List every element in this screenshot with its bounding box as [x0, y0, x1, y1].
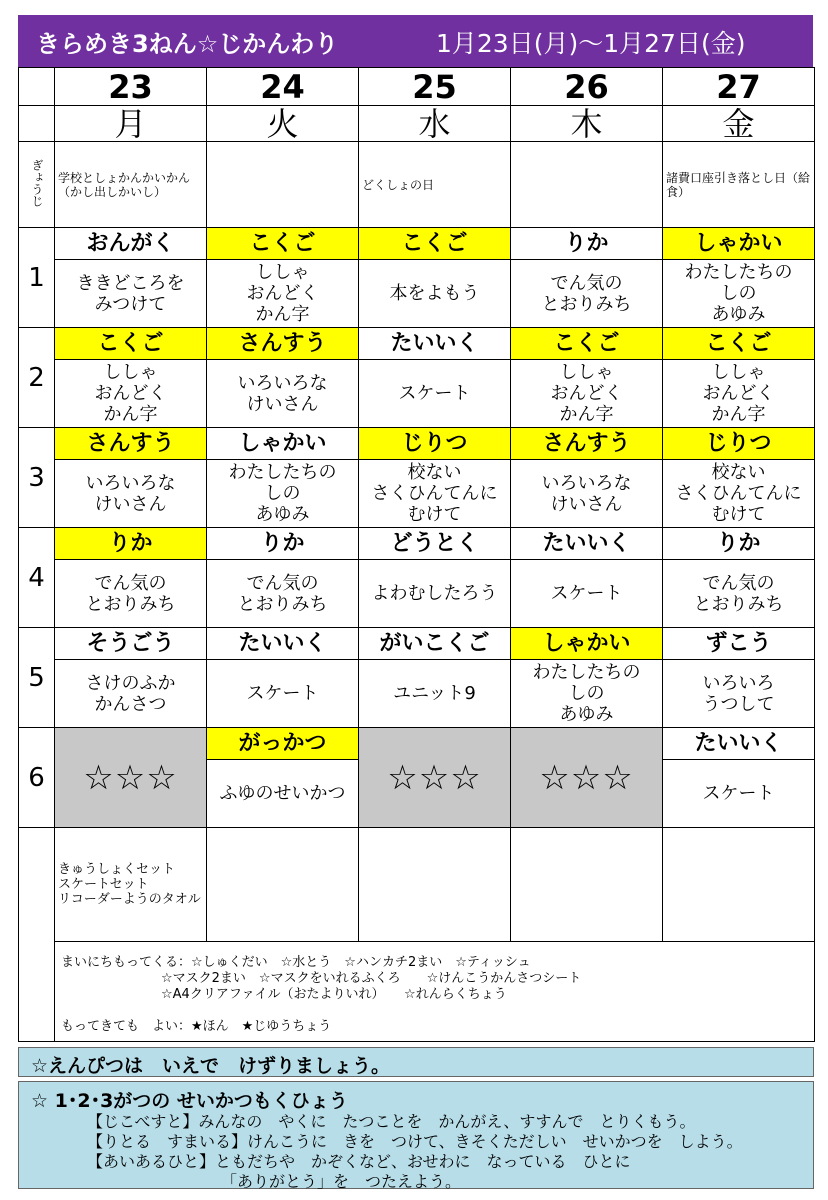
subject-cell: がっかつ: [207, 728, 359, 760]
day-event: 諸費口座引き落とし日（給食）: [663, 142, 815, 228]
bring-cell: [663, 828, 815, 942]
period-label: 1: [19, 228, 55, 328]
subject-cell: りか: [511, 228, 663, 260]
subject-cell: ずこう: [663, 628, 815, 660]
goal-line-2: 【りとる すまいる】けんこうに きを つけて、きそくただしい せいかつを しよう。: [87, 1132, 743, 1151]
daily-items-line-1: まいにちもってくる：☆しゅくだい ☆水とう ☆ハンカチ2まい ☆ティッシュ: [61, 954, 531, 970]
subject-cell: じりつ: [359, 428, 511, 460]
subject-cell: こくご: [207, 228, 359, 260]
no-class-cell: ☆☆☆: [55, 728, 207, 828]
lesson-content: ユニット9: [359, 660, 511, 728]
goal-line-3: 【あいあるひと】ともだちや かぞくなど、おせわに なっている ひとに: [87, 1152, 631, 1171]
life-goals-title: ☆ 1･2･3がつの せいかつもくひょう: [31, 1090, 348, 1112]
lesson-content: スケート: [359, 360, 511, 428]
subject-cell: たいいく: [663, 728, 815, 760]
date-range: 1月23日(月)～1月27日(金): [436, 29, 746, 58]
pencil-notice-text: ☆えんぴつは いえで けずりましょう。: [31, 1055, 391, 1077]
subject-cell: がいこくご: [359, 628, 511, 660]
day-number: 24: [207, 68, 359, 106]
daily-items-line-2: ☆マスク2まい ☆マスクをいれるふくろ ☆けんこうかんさつシート: [161, 970, 582, 986]
lesson-content: いろいろ うつして: [663, 660, 815, 728]
daily-items-notes: [55, 942, 815, 1042]
subject-cell: こくご: [55, 328, 207, 360]
lesson-content: でん気の とおりみち: [207, 560, 359, 628]
lesson-content: わたしたちの しの あゆみ: [511, 660, 663, 728]
lesson-content: でん気の とおりみち: [663, 560, 815, 628]
subject-cell: たいいく: [359, 328, 511, 360]
period-label: 5: [19, 628, 55, 728]
subject-cell: りか: [207, 528, 359, 560]
lesson-content: いろいろな けいさん: [511, 460, 663, 528]
day-number: 23: [55, 68, 207, 106]
lesson-content: ししゃ おんどく かん字: [207, 260, 359, 328]
timetable: [18, 67, 815, 1042]
optional-items-line: もってきても よい：★ほん ★じゆうちょう: [61, 1018, 332, 1034]
bring-row-label: [19, 828, 55, 942]
day-number: 27: [663, 68, 815, 106]
lesson-content: 校ない さくひんてんに むけて: [359, 460, 511, 528]
bring-cell: [359, 828, 511, 942]
period-label: 3: [19, 428, 55, 528]
period-label: 6: [19, 728, 55, 828]
title-bar: [18, 15, 813, 67]
subject-cell: さんすう: [55, 428, 207, 460]
subject-cell: こくご: [511, 328, 663, 360]
period-label: 2: [19, 328, 55, 428]
bring-items: きゅうしょくセット スケートセット リコーダーようのタオル: [55, 828, 207, 942]
lesson-content: さけのふか かんさつ: [55, 660, 207, 728]
weekday: 木: [511, 106, 663, 142]
day-number: 26: [511, 68, 663, 106]
subject-cell: しゃかい: [207, 428, 359, 460]
event-row-label: [19, 142, 55, 228]
day-event: 学校としょかんかいかん（かし出しかいし）: [55, 142, 207, 228]
lesson-content: ふゆのせいかつ: [207, 760, 359, 828]
subject-cell: どうとく: [359, 528, 511, 560]
lesson-content: 本をよもう: [359, 260, 511, 328]
lesson-content: でん気の とおりみち: [511, 260, 663, 328]
subject-cell: さんすう: [511, 428, 663, 460]
subject-cell: しゃかい: [511, 628, 663, 660]
lesson-content: いろいろな けいさん: [207, 360, 359, 428]
weekday: 月: [55, 106, 207, 142]
no-class-cell: ☆☆☆: [359, 728, 511, 828]
weekday: 水: [359, 106, 511, 142]
bring-cell: [511, 828, 663, 942]
goal-line-4: 「ありがとう」を つたえよう。: [221, 1172, 462, 1191]
lesson-content: いろいろな けいさん: [55, 460, 207, 528]
subject-cell: しゃかい: [663, 228, 815, 260]
corner-cell: [19, 106, 55, 142]
notes-row-label: [19, 942, 55, 1042]
lesson-content: 校ない さくひんてんに むけて: [663, 460, 815, 528]
day-number: 25: [359, 68, 511, 106]
lesson-content: スケート: [207, 660, 359, 728]
lesson-content: ききどころを みつけて: [55, 260, 207, 328]
pencil-notice: [18, 1047, 814, 1077]
subject-cell: こくご: [359, 228, 511, 260]
weekday: 火: [207, 106, 359, 142]
subject-cell: おんがく: [55, 228, 207, 260]
lesson-content: スケート: [663, 760, 815, 828]
lesson-content: でん気の とおりみち: [55, 560, 207, 628]
daily-items-line-3: ☆A4クリアファイル（おたよりいれ） ☆れんらくちょう: [161, 986, 507, 1002]
lesson-content: わたしたちの しの あゆみ: [663, 260, 815, 328]
goal-line-1: 【じこべすと】みんなの やくに たつことを かんがえ、すすんで とりくもう。: [87, 1112, 696, 1131]
lesson-content: ししゃ おんどく かん字: [55, 360, 207, 428]
subject-cell: りか: [663, 528, 815, 560]
no-class-cell: ☆☆☆: [511, 728, 663, 828]
subject-cell: さんすう: [207, 328, 359, 360]
day-event: [511, 142, 663, 228]
subject-cell: たいいく: [207, 628, 359, 660]
day-event: どくしょの日: [359, 142, 511, 228]
event-row-label-text: ぎょうじ: [30, 158, 44, 207]
subject-cell: りか: [55, 528, 207, 560]
subject-cell: たいいく: [511, 528, 663, 560]
subject-cell: そうごう: [55, 628, 207, 660]
lesson-content: わたしたちの しの あゆみ: [207, 460, 359, 528]
day-event: [207, 142, 359, 228]
subject-cell: こくご: [663, 328, 815, 360]
lesson-content: よわむしたろう: [359, 560, 511, 628]
period-label: 4: [19, 528, 55, 628]
bring-cell: [207, 828, 359, 942]
subject-cell: じりつ: [663, 428, 815, 460]
page-title: きらめき3ねん☆じかんわり: [36, 30, 339, 58]
weekday: 金: [663, 106, 815, 142]
lesson-content: ししゃ おんどく かん字: [663, 360, 815, 428]
corner-cell: [19, 68, 55, 106]
lesson-content: スケート: [511, 560, 663, 628]
lesson-content: ししゃ おんどく かん字: [511, 360, 663, 428]
life-goals: [18, 1081, 814, 1189]
